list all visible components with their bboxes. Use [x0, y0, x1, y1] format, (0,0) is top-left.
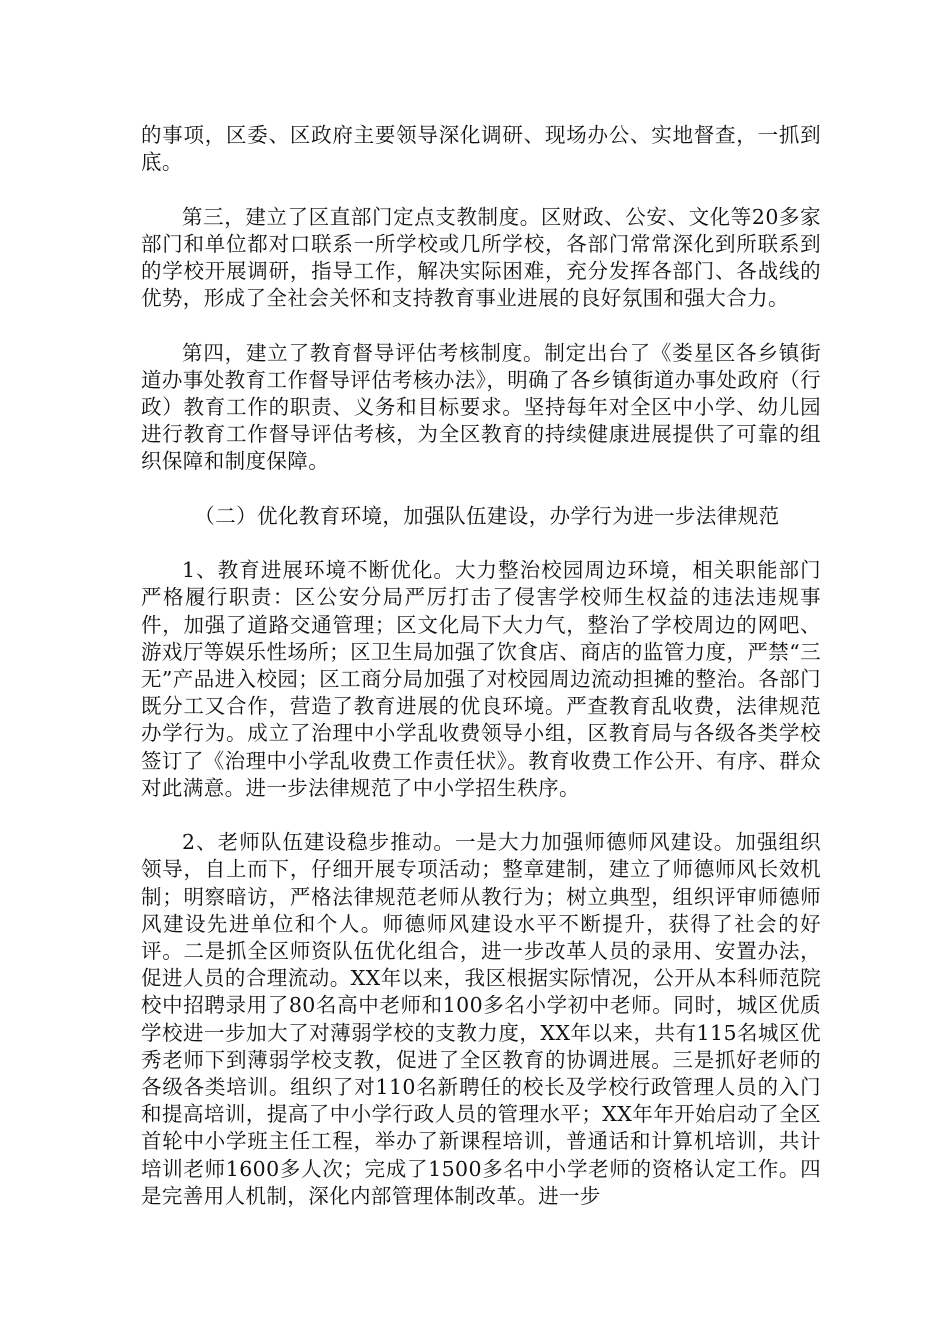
section-heading-2: （二）优化教育环境，加强队伍建设，办学行为进一步法律规范: [194, 503, 780, 528]
paragraph-third-system: 第三，建立了区直部门定点支教制度。区财政、公安、文化等20多家部门和单位都对口联系一所学校或几所学校，各部门常常深化到所联系到的学校开展调研，指导工作，解决实际困难，充分发挥各部门、各战线的优势，形成了全社会关怀和支持教育事业进展的良好氛围和强大合力。: [141, 204, 821, 311]
document-body: [141, 122, 821, 1237]
paragraph-continuation: 的事项，区委、区政府主要领导深化调研、现场办公、实地督查，一抓到底。: [141, 123, 821, 175]
paragraph-fourth-system: 第四，建立了教育督导评估考核制度。制定出台了《娄星区各乡镇街道办事处教育工作督导评估考核办法》，明确了各乡镇街道办事处政府（行政）教育工作的职责、义务和目标要求。坚持每年对全区中小学、幼儿园进行教育工作督导评估考核，为全区教育的持续健康进展提供了可靠的组织保障和制度保障。: [141, 340, 821, 474]
paragraph-teacher-team: 2、老师队伍建设稳步推动。一是大力加强师德师风建设。加强组织领导，自上而下，仔细开展专项活动；整章建制，建立了师德师风长效机制；明察暗访，严格法律规范老师从教行为；树立典型，组织评审师德师风建设先进单位和个人。师德师风建设水平不断提升，获得了社会的好评。二是抓全区师资队伍优化组合，进一步改革人员的录用、安置办法，促进人员的合理流动。XX年以来，我区根据实际情况，公开从本科师范院校中招聘录用了80名高中老师和100多名小学初中老师。同时，城区优质学校进一步加大了对薄弱学校的支教力度，XX年以来，共有115名城区优秀老师下到薄弱学校支教，促进了全区教育的协调进展。三是抓好老师的各级各类培训。组织了对110名新聘任的校长及学校行政管理人员的入门和提高培训，提高了中小学行政人员的管理水平；XX年年开始启动了全区首轮中小学班主任工程，举办了新课程培训，普通话和计算机培训，共计培训老师1600多人次；完成了1500多名中小学老师的资格认定工作。四是完善用人机制，深化内部管理体制改革。进一步: [141, 830, 821, 1208]
paragraph-environment: 1、教育进展环境不断优化。大力整治校园周边环境，相关职能部门严格履行职责：区公安分局严厉打击了侵害学校师生权益的违法违规事件，加强了道路交通管理；区文化局下大力气，整治了学校周边的网吧、游戏厅等娱乐性场所；区卫生局加强了饮食店、商店的监管力度，严禁“三无”产品进入校园；区工商分局加强了对校园周边流动担摊的整治。各部门既分工又合作，营造了教育进展的优良环境。严查教育乱收费，法律规范办学行为。成立了治理中小学乱收费领导小组，区教育局与各级各类学校签订了《治理中小学乱收费工作责任状》。教育收费工作公开、有序、群众对此满意。进一步法律规范了中小学招生秩序。: [141, 558, 821, 800]
